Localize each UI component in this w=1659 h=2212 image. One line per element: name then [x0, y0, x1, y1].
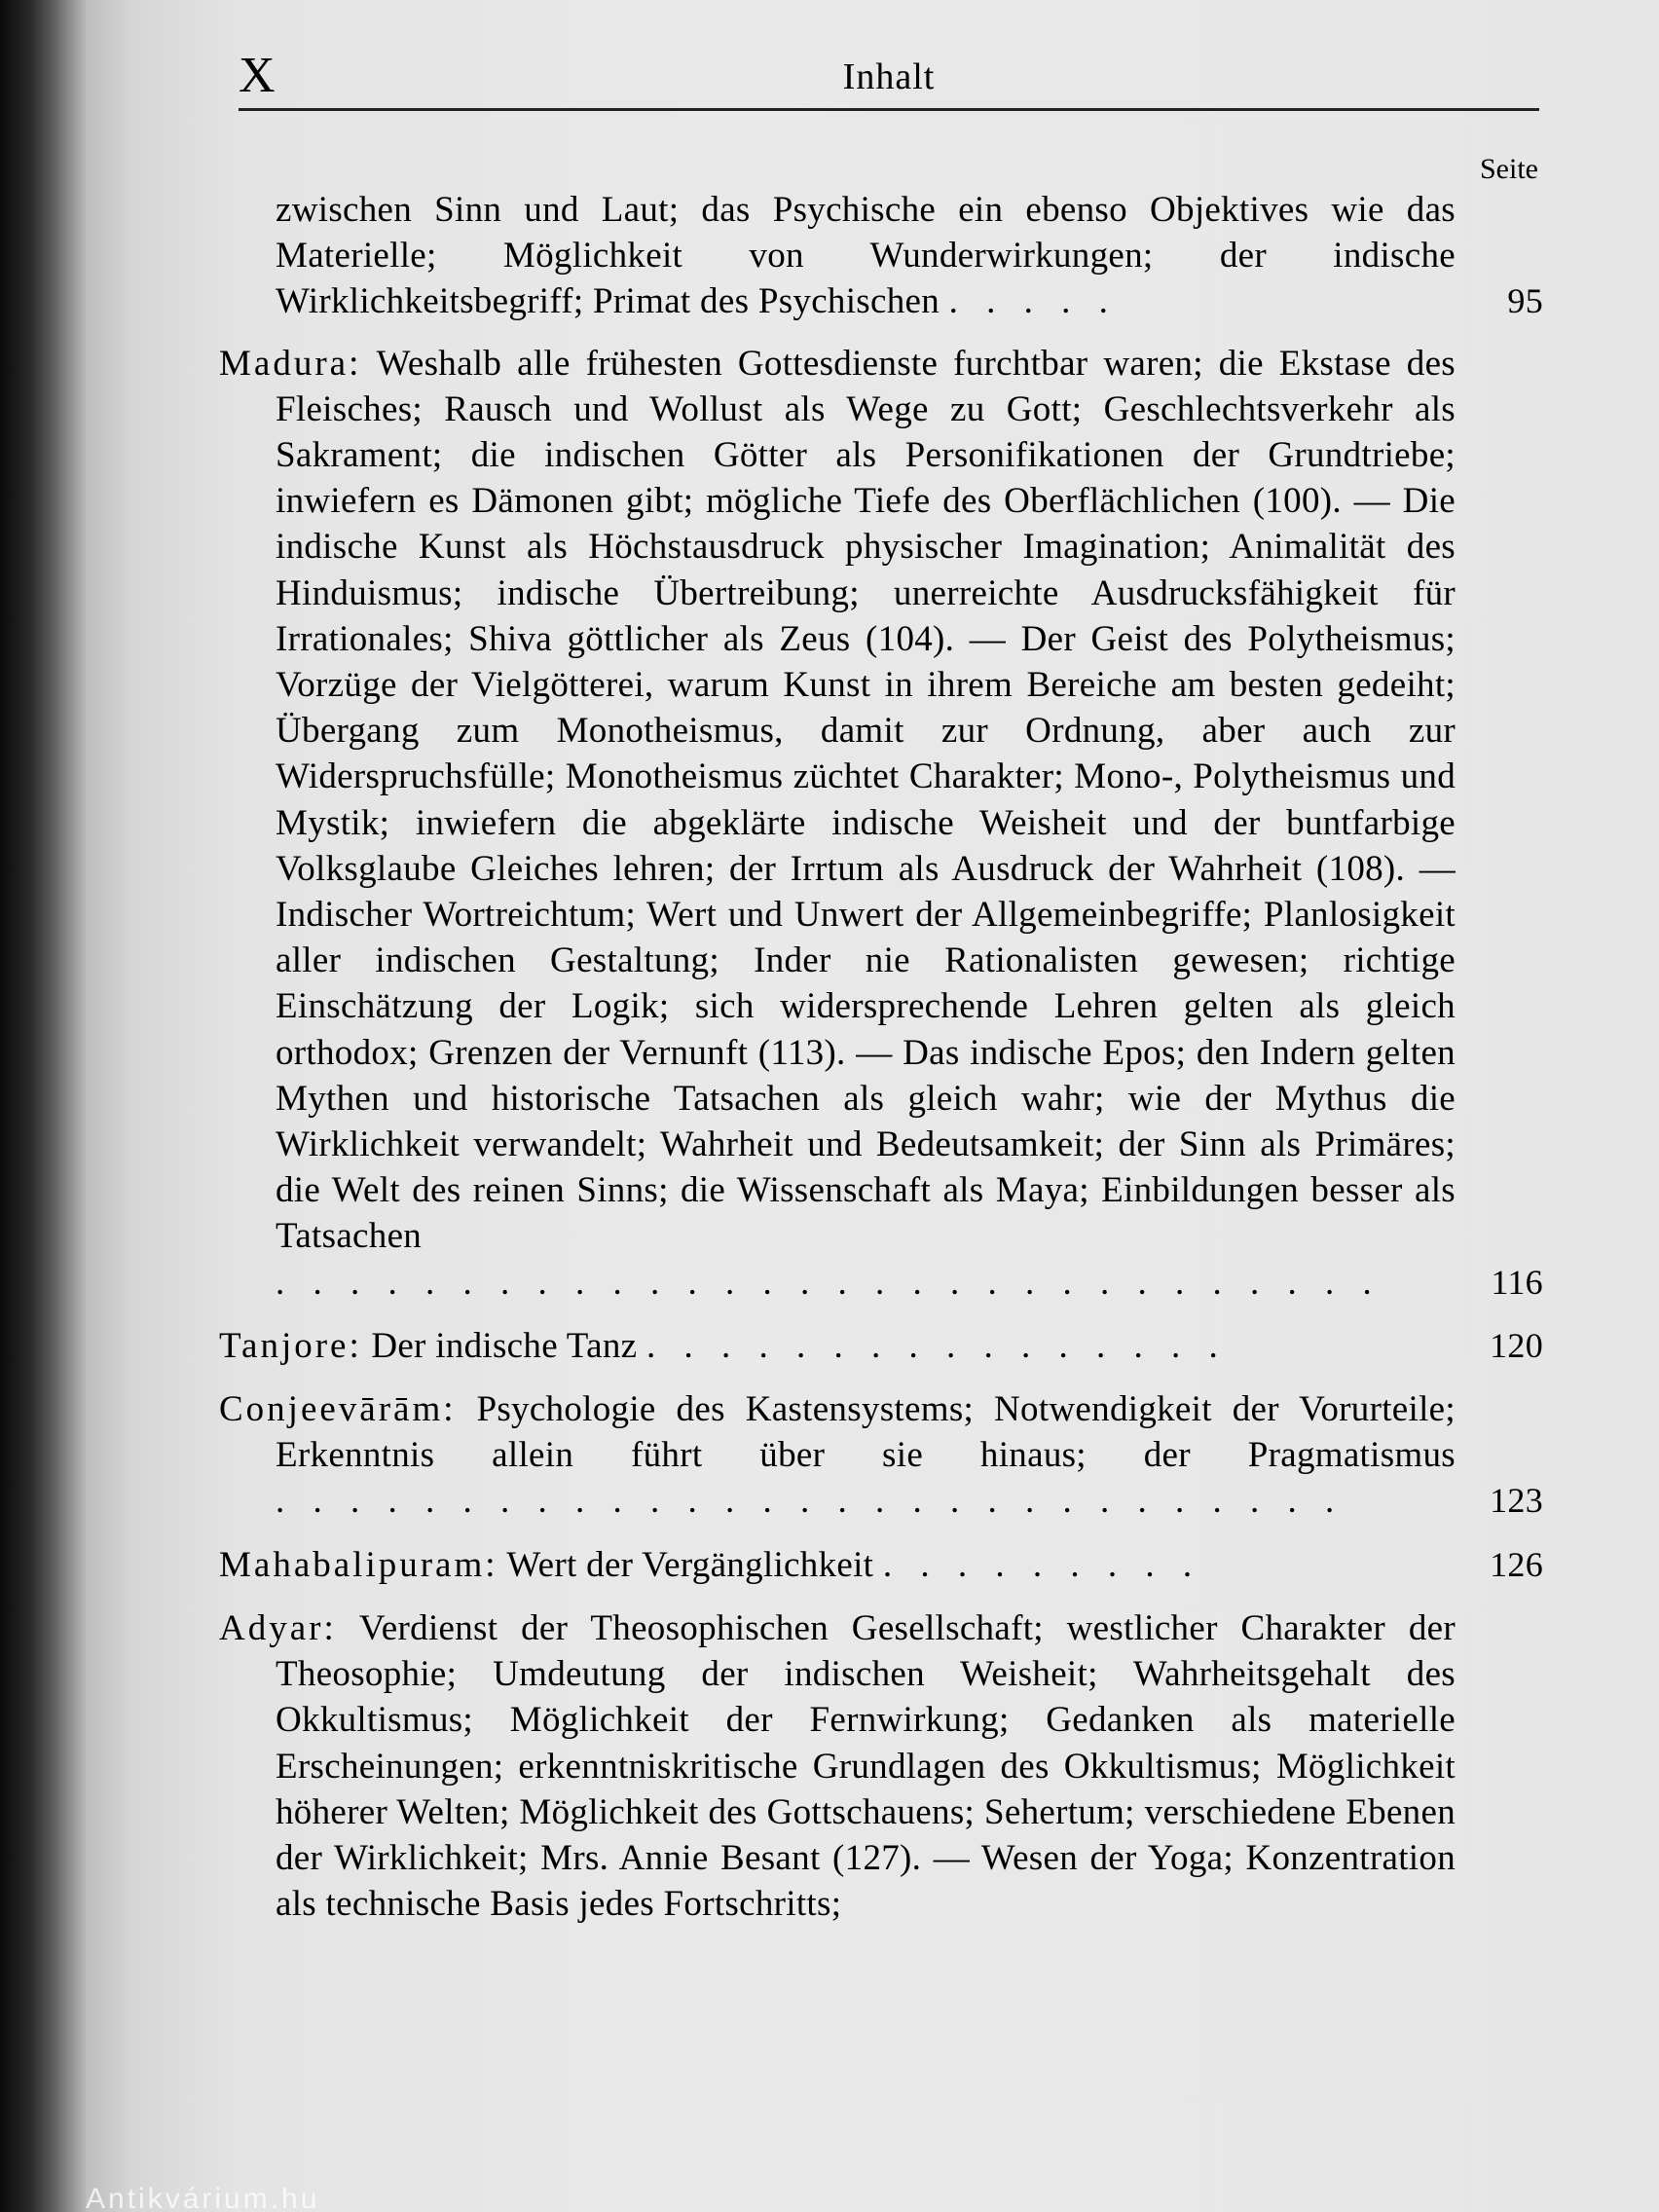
page-folio: X: [239, 48, 276, 103]
dot-leader: . . . . .: [948, 281, 1118, 322]
toc-place-name: Conjeevārām:: [219, 1389, 457, 1430]
toc-entry-text: [219, 1386, 1456, 1525]
toc-entry-description: Der indische Tanz: [371, 1325, 638, 1366]
toc-place-name: Madura:: [219, 343, 362, 384]
toc-entry-description: Weshalb alle frühesten Gottesdienste furchtbar waren; die Ekstase des Fleisches; Rausch und Wollust als Wege zu Gott; Geschlechtsverkehr als Sakrament; die indischen Götter als Personifikationen der Grundtriebe; inwiefern es Dämonen gibt; mögliche Tiefe des Oberflächlichen (100). — Die indische Kunst als Höchstausdruck physischer Imagination; Animalität des Hinduismus; indische Übertreibung; unerreichte Ausdrucksfähigkeit für Irrationales; Shiva göttlicher als Zeus (104). — Der Geist des Polytheismus; Vorzüge der Vielgötterei, warum Kunst in ihrem Bereiche am besten gedeiht; Übergang zum Monotheismus, damit zur Ordnung, aber auch zur Widerspruchsfülle; Monotheismus züchtet Charakter; Mono-, Polytheismus und Mystik; inwiefern die abgeklärte indische Weisheit und der buntfarbige Volksglaube Gleiches lehren; der Irrtum als Ausdruck der Wahrheit (108). — Indischer Wortreichtum; Wert und Unwert der Allgemeinbegriffe; Planlosigkeit aller indischen Gestaltung; Inder nie Rationalisten gewesen; richtige Einschätzung der Logik; sich widersprechende Lehren gelten als gleich orthodox; Grenzen der Vernunft (113). — Das indische Epos; den Indern gelten Mythen und historische Tatsachen als gleich wahr; wie der Mythus die Wirklichkeit verwandelt; Wahrheit und Bedeutsamkeit; der Sinn als Primäres; die Welt des reinen Sinns; die Wissenschaft als Maya; Einbildungen besser als Tatsachen: [276, 343, 1456, 1257]
toc-entry: [219, 1605, 1543, 1927]
toc-entry-text: [219, 187, 1456, 325]
page-column-label: Seite: [1480, 153, 1538, 185]
toc-entry: [219, 1323, 1543, 1369]
dot-leader: . . . . . . . . . . . . . . . .: [645, 1325, 1228, 1366]
header-rule: [239, 108, 1539, 111]
toc-entry-description: Wert der Vergänglichkeit: [506, 1544, 874, 1585]
dot-leader: . . . . . . . . .: [882, 1544, 1202, 1585]
toc-entry-description: Psychologie des Kastensystems; Notwendigkeit der Vorurteile; Erkenntnis allein führt über sie hinaus; der Pragmatismus: [276, 1389, 1456, 1476]
toc-place-name: Mahabalipuram:: [219, 1544, 498, 1585]
toc-entry-text: [219, 341, 1456, 1306]
toc-page-number: 123: [1490, 1481, 1543, 1521]
toc-page-number: 116: [1491, 1262, 1543, 1302]
toc-place-name: Tanjore:: [219, 1325, 362, 1366]
toc-entry: [219, 341, 1543, 1306]
toc-page-number: 95: [1507, 281, 1543, 321]
dot-leader: . . . . . . . . . . . . . . . . . . . . . . . . . . . . . .: [276, 1262, 1382, 1303]
table-of-contents: [219, 187, 1543, 1944]
toc-page-number: 126: [1490, 1544, 1543, 1584]
toc-entry-text: [219, 1542, 1456, 1588]
toc-entry: [219, 1542, 1543, 1588]
toc-entry: [219, 187, 1543, 325]
watermark: Antikvárium.hu: [86, 2187, 320, 2212]
running-title: Inhalt: [842, 56, 936, 97]
toc-entry-text: [219, 1323, 1456, 1369]
toc-entry-description: zwischen Sinn und Laut; das Psychische ein ebenso Objektives wie das Materielle; Möglichkeit von Wunderwirkungen; der indische Wirklichkeitsbegriff; Primat des Psychischen: [276, 190, 1456, 322]
toc-entry-description: Verdienst der Theosophischen Gesellschaft; westlicher Charakter der Theosophie; Umdeutung der indischen Weisheit; Wahrheitsgehalt des Okkultismus; Möglichkeit der Fernwirkung; Gedanken als materielle Erscheinungen; erkenntniskritische Grundlagen des Okkultismus; Möglichkeit höherer Welten; Möglichkeit des Gottschauens; Sehertum; verschiedene Ebenen der Wirklichkeit; Mrs. Annie Besant (127). — Wesen der Yoga; Konzentration als technische Basis jedes Fortschritts;: [276, 1607, 1456, 1925]
dot-leader: . . . . . . . . . . . . . . . . . . . . . . . . . . . . .: [276, 1481, 1345, 1522]
toc-page-number: 120: [1490, 1325, 1543, 1365]
toc-entry-text: [219, 1605, 1456, 1927]
running-head: [239, 47, 1539, 105]
toc-place-name: Adyar:: [219, 1607, 337, 1648]
book-binding-edge: [0, 0, 88, 2212]
toc-entry: [219, 1386, 1543, 1525]
